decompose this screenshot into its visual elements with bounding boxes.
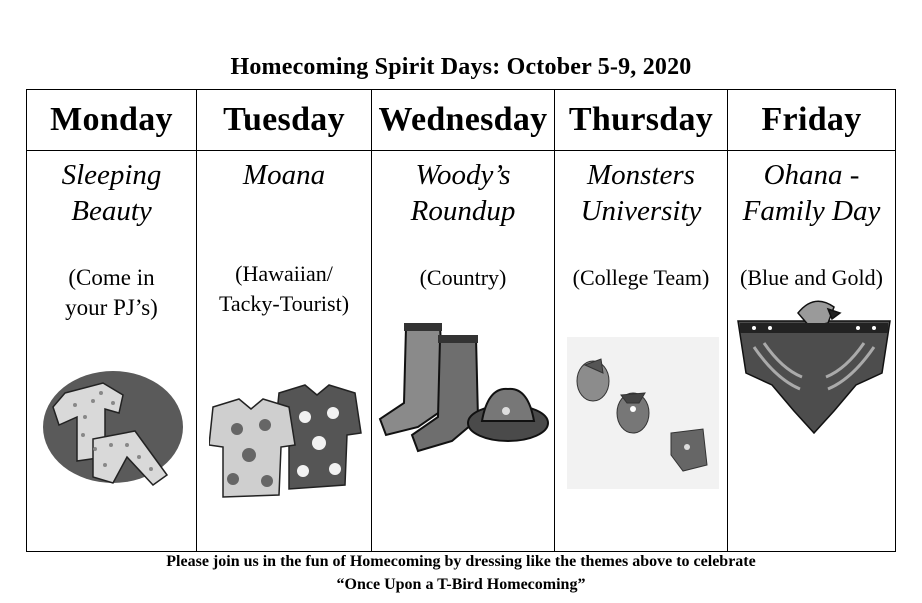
day-cell-thursday bbox=[555, 151, 728, 552]
footer-invitation: Please join us in the fun of Homecoming by dressing like the themes above to celebrate bbox=[166, 553, 756, 570]
note-tuesday: (Hawaiian/ Tacky-Tourist) bbox=[218, 261, 350, 316]
day-header-monday: Monday bbox=[27, 90, 197, 151]
footer-theme: “Once Upon a T-Bird Homecoming” bbox=[336, 576, 586, 593]
cowboy-boots-hat-icon bbox=[378, 317, 550, 463]
page-title: Homecoming Spirit Days: October 5-9, 2020 bbox=[230, 54, 692, 80]
day-header-wednesday: Wednesday bbox=[372, 90, 555, 151]
note-wednesday: (Country) bbox=[419, 265, 507, 290]
note-monday: (Come in your PJ’s) bbox=[65, 265, 158, 320]
theme-thursday: Monsters University bbox=[580, 159, 702, 227]
theme-tuesday: Moana bbox=[242, 159, 326, 191]
note-thursday: (College Team) bbox=[572, 265, 710, 290]
day-cell-monday bbox=[27, 151, 197, 552]
day-cell-wednesday bbox=[372, 151, 555, 552]
theme-monday: Sleeping Beauty bbox=[61, 159, 162, 227]
eagle-icon bbox=[736, 293, 892, 439]
spirit-days-table bbox=[26, 89, 896, 552]
day-header-tuesday: Tuesday bbox=[197, 90, 372, 151]
theme-friday: Ohana - Family Day bbox=[742, 159, 881, 227]
note-friday: (Blue and Gold) bbox=[740, 265, 883, 290]
theme-wednesday: Woody’s Roundup bbox=[410, 159, 516, 227]
header-row bbox=[27, 90, 896, 151]
pajamas-icon bbox=[35, 365, 185, 495]
day-header-friday: Friday bbox=[728, 90, 896, 151]
content-row bbox=[27, 151, 896, 552]
hawaiian-shirts-icon bbox=[209, 377, 365, 503]
day-cell-tuesday bbox=[197, 151, 372, 552]
college-mascots-icon bbox=[567, 337, 719, 489]
day-header-thursday: Thursday bbox=[555, 90, 728, 151]
day-cell-friday bbox=[728, 151, 896, 552]
